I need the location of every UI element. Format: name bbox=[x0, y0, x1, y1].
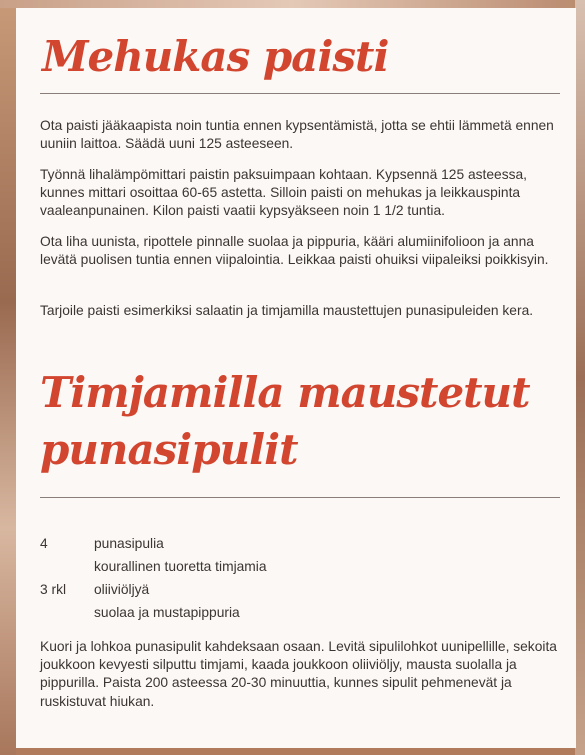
paragraph-1: Ota paisti jääkaapista noin tuntia ennen kypsentämistä, jotta se ehtii lämmetä ennen uuniin laittoa. Säädä uuni 125 asteeseen. bbox=[40, 118, 554, 152]
ingredient-quantity bbox=[40, 601, 94, 624]
instructions-paragraph: Kuori ja lohkoa punasipulit kahdeksaan osaan. Levitä sipulilohkot uunipellille, sekoita joukkoon kevyesti silputtu timjami, kaada joukkoon oliiviöljy, mausta suolalla ja pippurilla. Paista 200 asteessa 20-30 minuuttia, kunnes sipulit pehmenevät ja ruskistuvat hiukan. bbox=[40, 639, 557, 709]
ingredient-quantity bbox=[40, 555, 94, 578]
ingredient-row bbox=[40, 578, 540, 601]
paragraph-3: Ota liha uunista, ripottele pinnalle suolaa ja pippuria, kääri alumiinifolioon ja anna levätä puolisen tuntia ennen viipalointia. Leikkaa paisti ohuiksi viipaleiksi poikkisyin. bbox=[40, 234, 549, 268]
title-divider-2 bbox=[40, 497, 560, 498]
ingredient-list bbox=[40, 532, 540, 624]
background-photo-edge-right bbox=[575, 0, 585, 755]
ingredient-name: oliiviöljyä bbox=[94, 582, 150, 597]
ingredient-row bbox=[40, 555, 540, 578]
ingredient-row bbox=[40, 532, 540, 555]
recipe-title-paisti: Mehukas paisti bbox=[42, 32, 389, 81]
ingredient-name: punasipulia bbox=[94, 536, 164, 551]
title-divider-1 bbox=[40, 93, 560, 94]
paragraph-4: Tarjoile paisti esimerkiksi salaatin ja timjamilla maustettujen punasipuleiden kera. bbox=[40, 303, 534, 318]
ingredient-name: suolaa ja mustapippuria bbox=[94, 605, 240, 620]
background-photo-edge-top bbox=[0, 0, 585, 8]
title-line-1: Timjamilla maustetut bbox=[40, 368, 530, 417]
ingredient-name: kourallinen tuoretta timjamia bbox=[94, 559, 267, 574]
ingredient-quantity: 4 bbox=[40, 536, 48, 551]
background-photo-edge-left bbox=[0, 0, 16, 755]
ingredient-quantity: 3 rkl bbox=[40, 582, 67, 597]
title-line-2: punasipulit bbox=[40, 425, 298, 474]
recipe-card bbox=[16, 8, 576, 748]
recipe-title-punasipulit bbox=[40, 364, 530, 478]
ingredient-row bbox=[40, 601, 540, 624]
paragraph-2: Työnnä lihalämpömittari paistin paksuimpaan kohtaan. Kypsennä 125 asteessa, kunnes mittari osoittaa 60-65 astetta. Silloin paisti on mehukas ja leikkauspinta vaaleanpunainen. Kilon paisti vaatii kypsyäkseen noin 1 1/2 tuntia. bbox=[40, 167, 528, 219]
